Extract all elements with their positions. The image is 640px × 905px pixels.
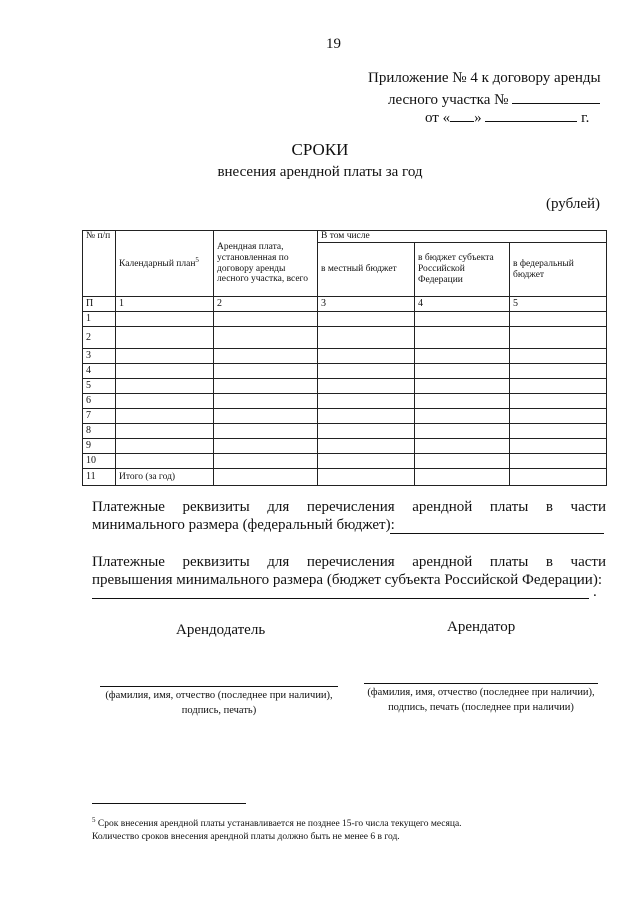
cell[interactable] xyxy=(214,454,318,469)
federal-requisites-line1: Платежные реквизиты для перечисления арендной платы в части xyxy=(92,499,606,515)
cell[interactable] xyxy=(214,349,318,364)
table-row xyxy=(83,439,607,454)
cell[interactable] xyxy=(318,454,415,469)
document-title: СРОКИ xyxy=(291,140,349,159)
cell[interactable] xyxy=(318,394,415,409)
cell[interactable] xyxy=(510,379,607,394)
subject-requisites-line1: Платежные реквизиты для перечисления арендной платы в части xyxy=(92,554,606,570)
cell[interactable] xyxy=(318,364,415,379)
payment-schedule-table xyxy=(82,230,607,486)
row-number: 3 xyxy=(83,349,116,364)
cell[interactable] xyxy=(116,424,214,439)
lessee-signature-line[interactable] xyxy=(364,683,598,684)
total-row-number: 11 xyxy=(83,469,116,486)
cell[interactable] xyxy=(415,364,510,379)
subject-requisites-end: . xyxy=(593,584,597,600)
cell[interactable] xyxy=(318,439,415,454)
lessee-title: Арендатор xyxy=(447,619,516,635)
date-day-blank[interactable] xyxy=(450,108,474,122)
plot-number-blank[interactable] xyxy=(512,90,600,104)
cell[interactable] xyxy=(415,312,510,327)
cell[interactable] xyxy=(510,364,607,379)
header-local-budget: в местный бюджет xyxy=(318,243,415,297)
cell[interactable] xyxy=(214,312,318,327)
cell[interactable] xyxy=(116,312,214,327)
cell[interactable] xyxy=(116,379,214,394)
cell[interactable] xyxy=(510,424,607,439)
lessor-title: Арендодатель xyxy=(176,622,266,638)
cell[interactable] xyxy=(510,409,607,424)
table-row xyxy=(83,364,607,379)
cell[interactable] xyxy=(510,327,607,349)
cell[interactable] xyxy=(510,469,607,486)
lessor-signature-line[interactable] xyxy=(100,686,338,687)
header-federal-budget: в федеральный бюджет xyxy=(510,243,607,297)
cell[interactable] xyxy=(318,379,415,394)
cell[interactable] xyxy=(415,469,510,486)
table-row xyxy=(83,327,607,349)
cell[interactable] xyxy=(415,409,510,424)
units-label: (рублей) xyxy=(546,196,601,212)
cell[interactable] xyxy=(318,469,415,486)
lessor-caption-line2: подпись, печать) xyxy=(181,705,257,716)
cell[interactable] xyxy=(214,409,318,424)
cell[interactable] xyxy=(214,327,318,349)
cell[interactable] xyxy=(116,349,214,364)
cell[interactable] xyxy=(415,454,510,469)
footnote-mark: 5 xyxy=(92,816,96,824)
date-month-year-blank[interactable] xyxy=(485,108,577,122)
cell[interactable] xyxy=(318,409,415,424)
header-rent-total: Арендная плата, установленная по договору аренды лесного участка, всего xyxy=(214,231,318,297)
footnote-ref: 5 xyxy=(195,256,199,265)
col-num-0: П xyxy=(83,297,116,312)
appendix-line-3 xyxy=(425,108,589,127)
cell[interactable] xyxy=(415,327,510,349)
cell[interactable] xyxy=(318,327,415,349)
table-row xyxy=(83,424,607,439)
plot-number-label: лесного участка № xyxy=(388,92,509,108)
header-row-number: № п/п xyxy=(83,231,116,297)
table-row xyxy=(83,409,607,424)
cell[interactable] xyxy=(415,349,510,364)
document-subtitle: внесения арендной платы за год xyxy=(217,164,423,180)
header-subject-budget: в бюджет субъекта Российской Федерации xyxy=(415,243,510,297)
cell[interactable] xyxy=(510,312,607,327)
cell[interactable] xyxy=(116,394,214,409)
date-open-quote: от « xyxy=(425,110,451,126)
cell[interactable] xyxy=(214,439,318,454)
lessee-caption-line1: (фамилия, имя, отчество (последнее при наличии), xyxy=(367,687,595,698)
cell[interactable] xyxy=(415,394,510,409)
cell[interactable] xyxy=(116,454,214,469)
cell[interactable] xyxy=(415,424,510,439)
cell[interactable] xyxy=(415,439,510,454)
federal-requisites-blank[interactable] xyxy=(390,533,604,534)
cell[interactable] xyxy=(214,469,318,486)
lessor-caption xyxy=(94,688,344,718)
row-number: 1 xyxy=(83,312,116,327)
col-num-4: 4 xyxy=(415,297,510,312)
column-number-row xyxy=(83,297,607,312)
cell[interactable] xyxy=(116,409,214,424)
footnote-separator xyxy=(92,803,246,804)
lessor-caption-line1: (фамилия, имя, отчество (последнее при наличии), xyxy=(105,690,333,701)
cell[interactable] xyxy=(116,364,214,379)
cell[interactable] xyxy=(214,394,318,409)
row-number: 8 xyxy=(83,424,116,439)
cell[interactable] xyxy=(318,424,415,439)
header-including: В том числе xyxy=(318,231,607,243)
row-number: 9 xyxy=(83,439,116,454)
table-row xyxy=(83,394,607,409)
row-number: 5 xyxy=(83,379,116,394)
federal-requisites-line2: минимального размера (федеральный бюджет): xyxy=(92,517,395,533)
row-number: 7 xyxy=(83,409,116,424)
cell[interactable] xyxy=(510,349,607,364)
col-num-3: 3 xyxy=(318,297,415,312)
cell[interactable] xyxy=(415,379,510,394)
table-row xyxy=(83,379,607,394)
cell[interactable] xyxy=(510,454,607,469)
footnote-line2: Количество сроков внесения арендной платы должно быть не менее 6 в год. xyxy=(92,832,400,842)
cell[interactable] xyxy=(214,379,318,394)
subject-requisites-line2: превышения минимального размера (бюджет субъекта Российской Федерации): xyxy=(92,572,602,588)
row-number: 2 xyxy=(83,327,116,349)
footnote-line1: $^5$ Срок внесения арендной платы устанавливается не позднее 15-го числа текущего месяца. xyxy=(92,816,462,830)
cell[interactable] xyxy=(116,439,214,454)
cell[interactable] xyxy=(510,439,607,454)
page-number: 19 xyxy=(326,36,341,52)
cell[interactable] xyxy=(510,394,607,409)
cell[interactable] xyxy=(116,327,214,349)
row-number: 10 xyxy=(83,454,116,469)
col-num-1: 1 xyxy=(116,297,214,312)
row-number: 6 xyxy=(83,394,116,409)
lessee-caption xyxy=(356,685,606,715)
cell[interactable] xyxy=(318,312,415,327)
total-label: Итого (за год) xyxy=(116,469,214,486)
col-num-5: 5 xyxy=(510,297,607,312)
row-number: 4 xyxy=(83,364,116,379)
date-year-suffix: г. xyxy=(581,110,590,126)
date-close-quote: » xyxy=(474,110,482,126)
cell[interactable] xyxy=(318,349,415,364)
col-num-2: 2 xyxy=(214,297,318,312)
total-row xyxy=(83,469,607,486)
cell[interactable] xyxy=(214,364,318,379)
appendix-line-1: Приложение № 4 к договору аренды xyxy=(368,70,601,86)
appendix-line-2 xyxy=(388,90,600,109)
table-row xyxy=(83,454,607,469)
lessee-caption-line2: подпись, печать (последнее при наличии) xyxy=(388,702,574,713)
table-row xyxy=(83,349,607,364)
cell[interactable] xyxy=(214,424,318,439)
subject-requisites-blank[interactable] xyxy=(92,598,589,599)
table-row xyxy=(83,312,607,327)
header-calendar-plan: Календарный план$^5$ xyxy=(116,231,214,297)
